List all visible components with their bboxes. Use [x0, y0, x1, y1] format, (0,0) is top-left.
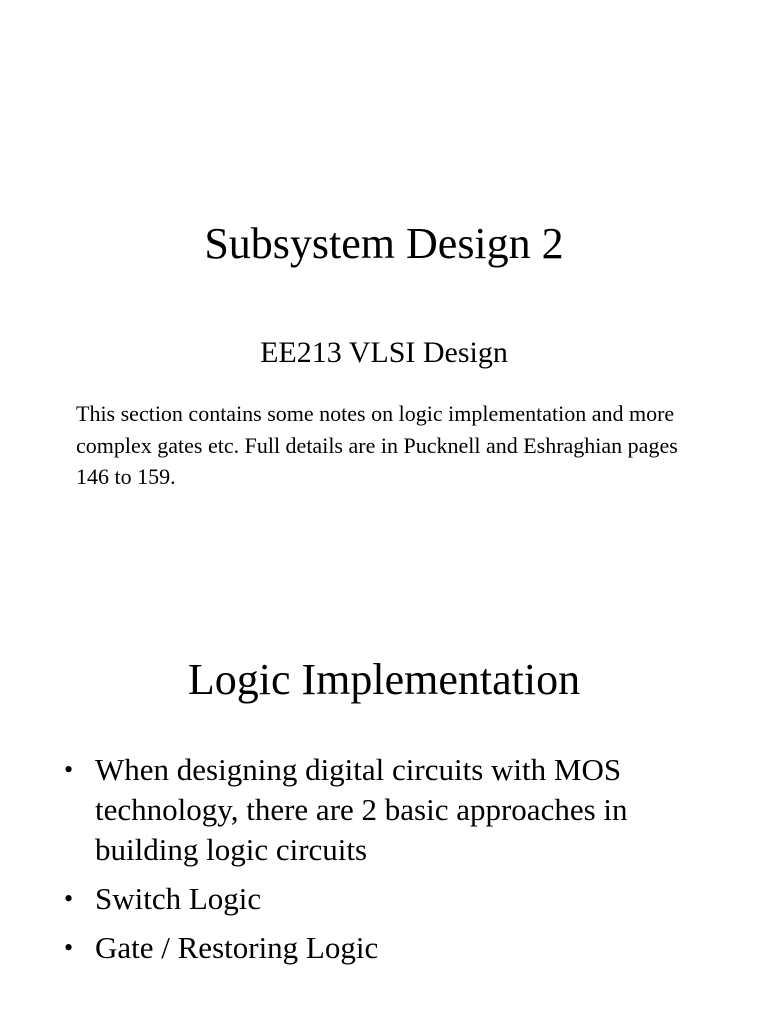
bullet-text: Switch Logic [95, 881, 262, 916]
course-subtitle: EE213 VLSI Design [260, 336, 508, 369]
bullet-icon: • [64, 755, 74, 784]
slide-logic-implementation [0, 560, 768, 1024]
bullet-text: Gate / Restoring Logic [95, 930, 379, 965]
bullet-text: When designing digital circuits with MOS technology, there are 2 basic approaches in building logic circuits [95, 752, 628, 867]
bullet-icon: • [64, 933, 74, 962]
slide-heading: Logic Implementation [187, 655, 581, 704]
bullet-item [64, 879, 704, 919]
section-note: This section contains some notes on logic implementation and more complex gates etc. Full details are in Pucknell and Eshraghian pages 146 to 159. [76, 401, 678, 489]
bullet-icon: • [64, 884, 74, 913]
slide-title: Subsystem Design 2 [204, 219, 564, 268]
bullet-list [64, 750, 704, 977]
bullet-item [64, 928, 704, 968]
bullet-item [64, 750, 704, 870]
